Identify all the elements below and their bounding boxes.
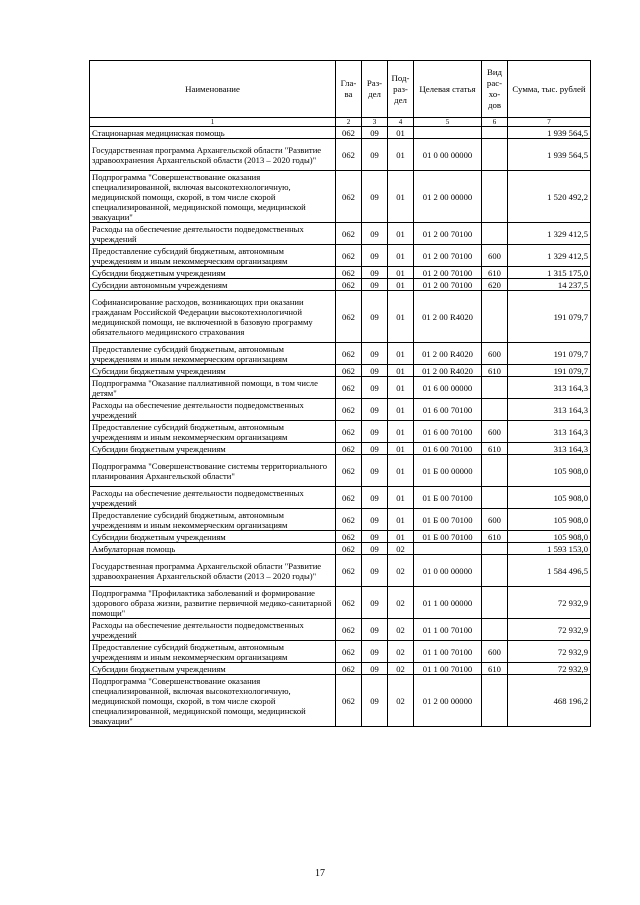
cell-razdel: 09 <box>362 543 388 555</box>
cell-razdel: 09 <box>362 421 388 443</box>
cell-expense-type <box>482 139 508 171</box>
cell-sum: 105 908,0 <box>508 455 591 487</box>
table-row <box>90 675 591 727</box>
cell-podrazdel: 01 <box>388 377 414 399</box>
cell-glava: 062 <box>336 343 362 365</box>
cell-razdel: 09 <box>362 365 388 377</box>
cell-podrazdel: 01 <box>388 223 414 245</box>
cell-expense-type <box>482 223 508 245</box>
table-row <box>90 399 591 421</box>
column-number: 5 <box>414 118 482 127</box>
page-number: 17 <box>315 868 325 879</box>
cell-razdel: 09 <box>362 531 388 543</box>
cell-glava: 062 <box>336 399 362 421</box>
table-row <box>90 377 591 399</box>
cell-sum: 1 329 412,5 <box>508 223 591 245</box>
header-target-article: Целевая статья <box>414 61 482 118</box>
cell-name: Субсидии бюджетным учреждениям <box>90 531 336 543</box>
cell-name: Расходы на обеспечение деятельности подведомственных учреждений <box>90 487 336 509</box>
table-row <box>90 663 591 675</box>
table-row <box>90 267 591 279</box>
header-razdel: Раз-дел <box>362 61 388 118</box>
table-row <box>90 487 591 509</box>
column-number: 2 <box>336 118 362 127</box>
cell-name: Предоставление субсидий бюджетным, автономным учреждениям и иным некоммерческим организациям <box>90 641 336 663</box>
cell-podrazdel: 01 <box>388 127 414 139</box>
cell-name: Расходы на обеспечение деятельности подведомственных учреждений <box>90 223 336 245</box>
cell-target-article: 01 2 00 00000 <box>414 171 482 223</box>
cell-glava: 062 <box>336 509 362 531</box>
cell-target-article: 01 1 00 00000 <box>414 587 482 619</box>
cell-name: Подпрограмма "Профилактика заболеваний и формирование здорового образа жизни, развитие первичной медико-санитарной помощи" <box>90 587 336 619</box>
cell-expense-type: 600 <box>482 245 508 267</box>
cell-sum: 468 196,2 <box>508 675 591 727</box>
cell-sum: 105 908,0 <box>508 487 591 509</box>
cell-name: Расходы на обеспечение деятельности подведомственных учреждений <box>90 399 336 421</box>
cell-target-article: 01 0 00 00000 <box>414 139 482 171</box>
table-row <box>90 443 591 455</box>
cell-podrazdel: 01 <box>388 487 414 509</box>
cell-glava: 062 <box>336 555 362 587</box>
cell-glava: 062 <box>336 279 362 291</box>
cell-podrazdel: 01 <box>388 365 414 377</box>
cell-name: Софинансирование расходов, возникающих при оказании гражданам Российской Федерации высокотехнологичной медицинской помощи, не включенной в базовую программу обязательного медицинского страхования <box>90 291 336 343</box>
cell-sum: 72 932,9 <box>508 663 591 675</box>
column-number: 7 <box>508 118 591 127</box>
table-row <box>90 343 591 365</box>
cell-razdel: 09 <box>362 267 388 279</box>
cell-podrazdel: 02 <box>388 663 414 675</box>
cell-expense-type: 610 <box>482 365 508 377</box>
table-row <box>90 127 591 139</box>
cell-target-article: 01 1 00 70100 <box>414 663 482 675</box>
cell-razdel: 09 <box>362 245 388 267</box>
cell-name: Подпрограмма "Совершенствование оказания специализированной, включая высокотехнологичную, медицинской помощи, скорой, в том числе скорой специализированной, медицинской помощи, медицинской эвакуации" <box>90 675 336 727</box>
cell-sum: 191 079,7 <box>508 343 591 365</box>
cell-sum: 105 908,0 <box>508 509 591 531</box>
cell-glava: 062 <box>336 291 362 343</box>
cell-razdel: 09 <box>362 399 388 421</box>
cell-glava: 062 <box>336 245 362 267</box>
cell-podrazdel: 02 <box>388 641 414 663</box>
cell-expense-type: 610 <box>482 663 508 675</box>
cell-expense-type: 600 <box>482 421 508 443</box>
header-podrazdel: Под-раз-дел <box>388 61 414 118</box>
cell-sum: 1 520 492,2 <box>508 171 591 223</box>
cell-podrazdel: 02 <box>388 675 414 727</box>
table-row <box>90 245 591 267</box>
cell-razdel: 09 <box>362 555 388 587</box>
cell-name: Предоставление субсидий бюджетным, автономным учреждениям и иным некоммерческим организациям <box>90 509 336 531</box>
cell-glava: 062 <box>336 641 362 663</box>
cell-target-article: 01 2 00 R4020 <box>414 365 482 377</box>
cell-expense-type: 610 <box>482 267 508 279</box>
cell-podrazdel: 02 <box>388 619 414 641</box>
cell-sum: 313 164,3 <box>508 377 591 399</box>
cell-glava: 062 <box>336 663 362 675</box>
table-row <box>90 455 591 487</box>
cell-podrazdel: 01 <box>388 343 414 365</box>
cell-target-article: 01 6 00 70100 <box>414 399 482 421</box>
cell-razdel: 09 <box>362 223 388 245</box>
cell-podrazdel: 01 <box>388 399 414 421</box>
cell-sum: 313 164,3 <box>508 443 591 455</box>
cell-target-article: 01 Б 00 00000 <box>414 455 482 487</box>
cell-glava: 062 <box>336 487 362 509</box>
cell-sum: 191 079,7 <box>508 291 591 343</box>
cell-target-article: 01 Б 00 70100 <box>414 531 482 543</box>
cell-expense-type <box>482 619 508 641</box>
table-row <box>90 171 591 223</box>
cell-glava: 062 <box>336 267 362 279</box>
cell-sum: 72 932,9 <box>508 587 591 619</box>
cell-podrazdel: 01 <box>388 245 414 267</box>
cell-razdel: 09 <box>362 663 388 675</box>
cell-sum: 1 939 564,5 <box>508 139 591 171</box>
cell-glava: 062 <box>336 675 362 727</box>
cell-podrazdel: 01 <box>388 139 414 171</box>
cell-expense-type: 610 <box>482 531 508 543</box>
cell-razdel: 09 <box>362 487 388 509</box>
column-number: 3 <box>362 118 388 127</box>
table-body <box>90 127 591 727</box>
cell-target-article: 01 2 00 70100 <box>414 245 482 267</box>
cell-podrazdel: 01 <box>388 171 414 223</box>
table-row <box>90 279 591 291</box>
cell-sum: 313 164,3 <box>508 421 591 443</box>
cell-name: Предоставление субсидий бюджетным, автономным учреждениям и иным некоммерческим организациям <box>90 421 336 443</box>
cell-expense-type: 600 <box>482 343 508 365</box>
cell-expense-type <box>482 543 508 555</box>
column-number-row <box>90 118 591 127</box>
cell-sum: 72 932,9 <box>508 641 591 663</box>
table-row <box>90 619 591 641</box>
cell-sum: 105 908,0 <box>508 531 591 543</box>
cell-name: Субсидии автономным учреждениям <box>90 279 336 291</box>
cell-podrazdel: 01 <box>388 443 414 455</box>
table-row <box>90 139 591 171</box>
cell-sum: 313 164,3 <box>508 399 591 421</box>
cell-razdel: 09 <box>362 455 388 487</box>
cell-name: Расходы на обеспечение деятельности подведомственных учреждений <box>90 619 336 641</box>
cell-razdel: 09 <box>362 443 388 455</box>
cell-expense-type: 600 <box>482 641 508 663</box>
cell-sum: 1 329 412,5 <box>508 245 591 267</box>
cell-sum: 1 584 496,5 <box>508 555 591 587</box>
cell-expense-type <box>482 675 508 727</box>
budget-table <box>89 60 591 727</box>
cell-razdel: 09 <box>362 171 388 223</box>
table-row <box>90 509 591 531</box>
cell-podrazdel: 01 <box>388 509 414 531</box>
cell-expense-type: 620 <box>482 279 508 291</box>
cell-expense-type <box>482 399 508 421</box>
cell-target-article: 01 2 00 70100 <box>414 267 482 279</box>
cell-expense-type: 600 <box>482 509 508 531</box>
column-number: 6 <box>482 118 508 127</box>
cell-name: Подпрограмма "Совершенствование оказания специализированной, включая высокотехнологичную, медицинской помощи, скорой, в том числе скорой специализированной, медицинской помощи, медицинской эвакуации" <box>90 171 336 223</box>
cell-name: Субсидии бюджетным учреждениям <box>90 663 336 675</box>
cell-target-article <box>414 127 482 139</box>
cell-expense-type: 610 <box>482 443 508 455</box>
column-number: 4 <box>388 118 414 127</box>
cell-glava: 062 <box>336 587 362 619</box>
cell-razdel: 09 <box>362 675 388 727</box>
cell-name: Субсидии бюджетным учреждениям <box>90 443 336 455</box>
cell-glava: 062 <box>336 127 362 139</box>
cell-target-article: 01 Б 00 70100 <box>414 509 482 531</box>
cell-expense-type <box>482 291 508 343</box>
header-name: Наименование <box>90 61 336 118</box>
cell-glava: 062 <box>336 531 362 543</box>
cell-sum: 72 932,9 <box>508 619 591 641</box>
cell-podrazdel: 02 <box>388 543 414 555</box>
cell-podrazdel: 02 <box>388 555 414 587</box>
cell-expense-type <box>482 587 508 619</box>
table-row <box>90 587 591 619</box>
cell-target-article: 01 2 00 70100 <box>414 223 482 245</box>
header-glava: Гла-ва <box>336 61 362 118</box>
cell-name: Амбулаторная помощь <box>90 543 336 555</box>
cell-glava: 062 <box>336 543 362 555</box>
cell-target-article: 01 Б 00 70100 <box>414 487 482 509</box>
cell-razdel: 09 <box>362 587 388 619</box>
cell-target-article: 01 1 00 70100 <box>414 619 482 641</box>
header-sum: Сумма, тыс. рублей <box>508 61 591 118</box>
cell-glava: 062 <box>336 223 362 245</box>
cell-razdel: 09 <box>362 343 388 365</box>
cell-name: Субсидии бюджетным учреждениям <box>90 365 336 377</box>
cell-target-article: 01 0 00 00000 <box>414 555 482 587</box>
cell-podrazdel: 02 <box>388 587 414 619</box>
header-expense-type: Вид рас-хо-дов <box>482 61 508 118</box>
cell-sum: 14 237,5 <box>508 279 591 291</box>
cell-glava: 062 <box>336 139 362 171</box>
cell-target-article: 01 6 00 00000 <box>414 377 482 399</box>
cell-target-article: 01 2 00 00000 <box>414 675 482 727</box>
cell-target-article: 01 2 00 R4020 <box>414 343 482 365</box>
cell-expense-type <box>482 487 508 509</box>
cell-expense-type <box>482 127 508 139</box>
cell-glava: 062 <box>336 171 362 223</box>
cell-expense-type <box>482 377 508 399</box>
cell-target-article <box>414 543 482 555</box>
table-row <box>90 421 591 443</box>
cell-razdel: 09 <box>362 509 388 531</box>
table-row <box>90 223 591 245</box>
cell-target-article: 01 2 00 70100 <box>414 279 482 291</box>
cell-glava: 062 <box>336 455 362 487</box>
cell-target-article: 01 1 00 70100 <box>414 641 482 663</box>
table-row <box>90 555 591 587</box>
cell-expense-type <box>482 555 508 587</box>
cell-name: Подпрограмма "Оказание паллиативной помощи, в том числе детям" <box>90 377 336 399</box>
cell-razdel: 09 <box>362 279 388 291</box>
cell-target-article: 01 2 00 R4020 <box>414 291 482 343</box>
cell-target-article: 01 6 00 70100 <box>414 443 482 455</box>
cell-name: Предоставление субсидий бюджетным, автономным учреждениям и иным некоммерческим организациям <box>90 343 336 365</box>
table-header-row <box>90 61 591 118</box>
cell-podrazdel: 01 <box>388 531 414 543</box>
cell-name: Субсидии бюджетным учреждениям <box>90 267 336 279</box>
cell-glava: 062 <box>336 443 362 455</box>
cell-glava: 062 <box>336 421 362 443</box>
cell-expense-type <box>482 455 508 487</box>
cell-razdel: 09 <box>362 291 388 343</box>
cell-razdel: 09 <box>362 641 388 663</box>
cell-razdel: 09 <box>362 127 388 139</box>
cell-name: Стационарная медицинская помощь <box>90 127 336 139</box>
cell-name: Государственная программа Архангельской области "Развитие здравоохранения Архангельской области (2013 – 2020 годы)" <box>90 555 336 587</box>
cell-podrazdel: 01 <box>388 279 414 291</box>
cell-sum: 1 315 175,0 <box>508 267 591 279</box>
cell-sum: 191 079,7 <box>508 365 591 377</box>
cell-razdel: 09 <box>362 619 388 641</box>
table-row <box>90 641 591 663</box>
cell-name: Государственная программа Архангельской области "Развитие здравоохранения Архангельской области (2013 – 2020 годы)" <box>90 139 336 171</box>
cell-podrazdel: 01 <box>388 455 414 487</box>
table-row <box>90 543 591 555</box>
cell-name: Предоставление субсидий бюджетным, автономным учреждениям и иным некоммерческим организациям <box>90 245 336 267</box>
table-row <box>90 365 591 377</box>
cell-glava: 062 <box>336 619 362 641</box>
cell-razdel: 09 <box>362 377 388 399</box>
table-row <box>90 291 591 343</box>
cell-razdel: 09 <box>362 139 388 171</box>
cell-glava: 062 <box>336 365 362 377</box>
table-row <box>90 531 591 543</box>
cell-podrazdel: 01 <box>388 267 414 279</box>
cell-sum: 1 939 564,5 <box>508 127 591 139</box>
cell-podrazdel: 01 <box>388 421 414 443</box>
column-number: 1 <box>90 118 336 127</box>
cell-sum: 1 593 153,0 <box>508 543 591 555</box>
cell-expense-type <box>482 171 508 223</box>
cell-glava: 062 <box>336 377 362 399</box>
cell-podrazdel: 01 <box>388 291 414 343</box>
cell-name: Подпрограмма "Совершенствование системы территориального планирования Архангельской области" <box>90 455 336 487</box>
cell-target-article: 01 6 00 70100 <box>414 421 482 443</box>
